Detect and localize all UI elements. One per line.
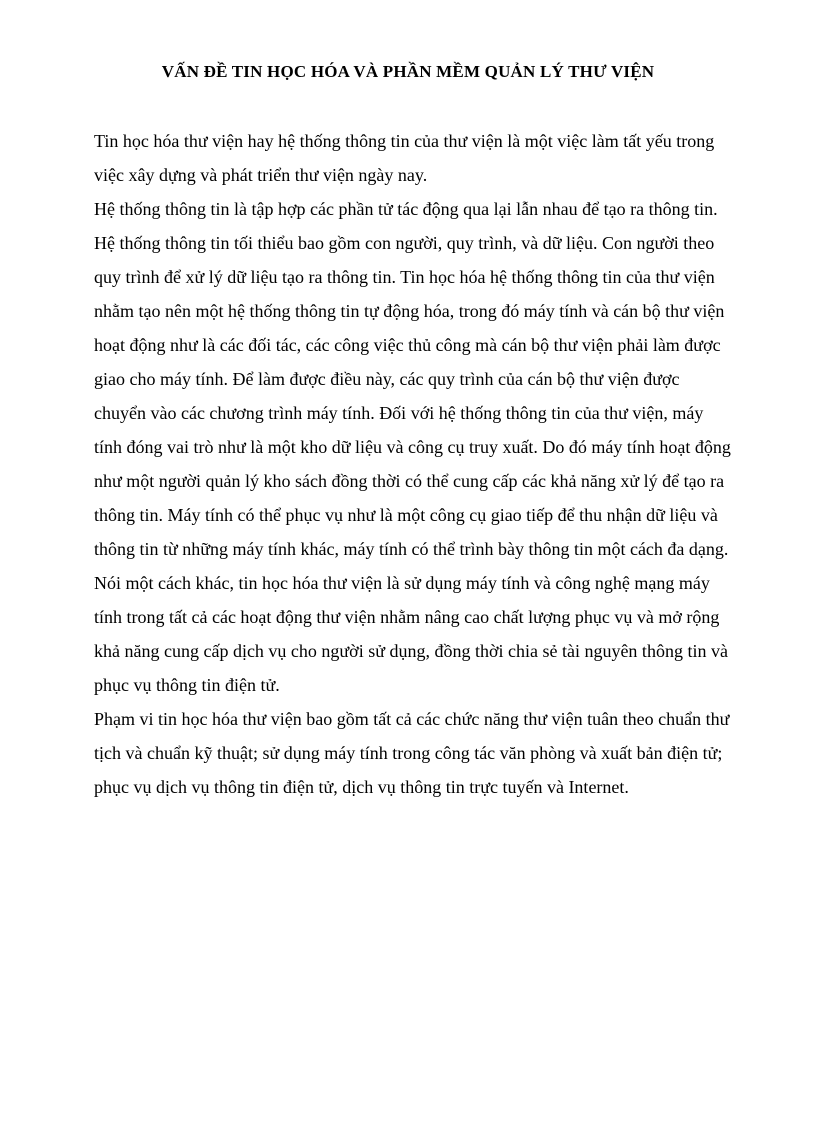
text-line: giao cho máy tính. Để làm được điều này, các quy trình của cán bộ thư viện được — [94, 369, 680, 389]
text-line: thông tin từ những máy tính khác, máy tính có thể trình bày thông tin một cách đa dạng. — [94, 539, 729, 559]
text-line: tính đóng vai trò như là một kho dữ liệu và công cụ truy xuất. Do đó máy tính hoạt động — [94, 437, 731, 457]
text-line: thông tin. Máy tính có thể phục vụ như là một công cụ giao tiếp để thu nhận dữ liệu và — [94, 505, 718, 525]
text-line: như một người quản lý kho sách đồng thời có thể cung cấp các khả năng xử lý để tạo ra — [94, 471, 725, 491]
text-line: tịch và chuẩn kỹ thuật; sử dụng máy tính trong công tác văn phòng và xuất bản điện tử; — [94, 743, 723, 763]
text-line: Hệ thống thông tin là tập hợp các phần tử tác động qua lại lẫn nhau để tạo ra thông tin. — [94, 199, 718, 219]
text-line: khả năng cung cấp dịch vụ cho người sử dụng, đồng thời chia sẻ tài nguyên thông tin và — [94, 641, 728, 661]
document-title: VẤN ĐỀ TIN HỌC HÓA VÀ PHẦN MỀM QUẢN LÝ THƯ VIỆN — [161, 62, 655, 81]
text-line: nhằm tạo nên một hệ thống thông tin tự động hóa, trong đó máy tính và cán bộ thư viện — [94, 301, 725, 321]
text-line: việc xây dựng và phát triển thư viện ngày nay. — [94, 165, 428, 185]
text-line: Phạm vi tin học hóa thư viện bao gồm tất cả các chức năng thư viện tuân theo chuẩn thư — [94, 709, 730, 729]
text-line: hoạt động như là các đối tác, các công việc thủ công mà cán bộ thư viện phải làm được — [94, 335, 721, 355]
text-line: phục vụ thông tin điện tử. — [94, 675, 280, 695]
text-line: Hệ thống thông tin tối thiểu bao gồm con người, quy trình, và dữ liệu. Con người theo — [94, 233, 715, 253]
text-line: quy trình để xử lý dữ liệu tạo ra thông tin. Tin học hóa hệ thống thông tin của thư viện — [94, 267, 715, 287]
document-body — [94, 124, 764, 804]
text-line: chuyển vào các chương trình máy tính. Đối với hệ thống thông tin của thư viện, máy — [94, 403, 704, 423]
text-line: Tin học hóa thư viện hay hệ thống thông tin của thư viện là một việc làm tất yếu trong — [94, 131, 715, 151]
text-line: phục vụ dịch vụ thông tin điện tử, dịch vụ thông tin trực tuyến và Internet. — [94, 777, 629, 797]
text-line: tính trong tất cả các hoạt động thư viện nhằm nâng cao chất lượng phục vụ và mở rộng — [94, 607, 720, 627]
text-line: Nói một cách khác, tin học hóa thư viện là sử dụng máy tính và công nghệ mạng máy — [94, 573, 710, 593]
